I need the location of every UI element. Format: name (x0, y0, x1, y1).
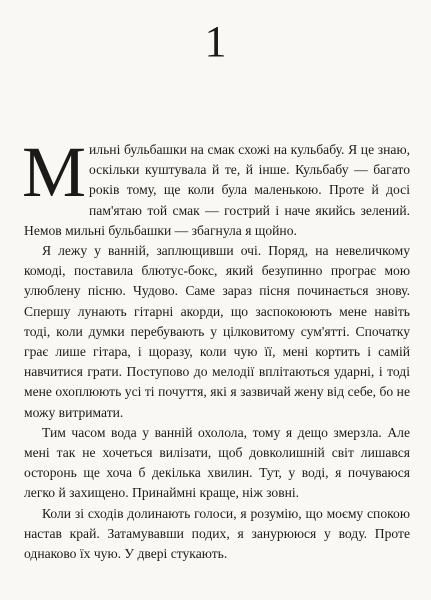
chapter-number: 1 (204, 17, 227, 66)
paragraph-1-text: ильні бульбашки на смак схожі на кульбабу. Я це знаю, оскільки куштувала й те, й інше. Кульбабу — багато років тому, ще коли була маленькою. Проте й досі пам'ятаю той смак — гострий і наче якийсь зелений. Немов мильні бульбашки — збагнула я щойно. (24, 142, 410, 238)
paragraph-3: Тим часом вода у ванній охолола, тому я дещо змерзла. Але мені так не хочеться вилізати, щоб довколишній світ лишався осторонь ще хоча б декілька хвилин. Тут, у воді, я почуваюся легко й захищено. Принаймні краще, ніж зовні. (24, 424, 410, 501)
chapter-body (22, 132, 410, 564)
paragraph-2: Я лежу у ванній, заплющивши очі. Поряд, на невеличкому комоді, поставила блютус-бокс, який безупинно програє мою улюблену пісню. Чудово. Саме зараз пісня починається знову. Спершу лунають гітарні акорди, що заспокоюють мене навіть тоді, коли думки перебувають у цілковитому сум'ятті. Спочатку грає лише гітара, і щоразу, коли чую її, мені кортить і самій навчитися грати. Поступово до мелодії вплітаються ударні, і тоді мене охоплюють усі ті почуття, які я зазвичай жену від себе, бо не можу витримати. (24, 243, 410, 420)
paragraph-4: Коли зі сходів долинають голоси, я розумію, що моєму спокою настав край. Затамувавши подих, я занурююся у воду. Проте однаково їх чую. У двері стукають. (24, 505, 410, 562)
paragraph-1 (22, 132, 410, 241)
drop-cap: М (22, 132, 87, 212)
